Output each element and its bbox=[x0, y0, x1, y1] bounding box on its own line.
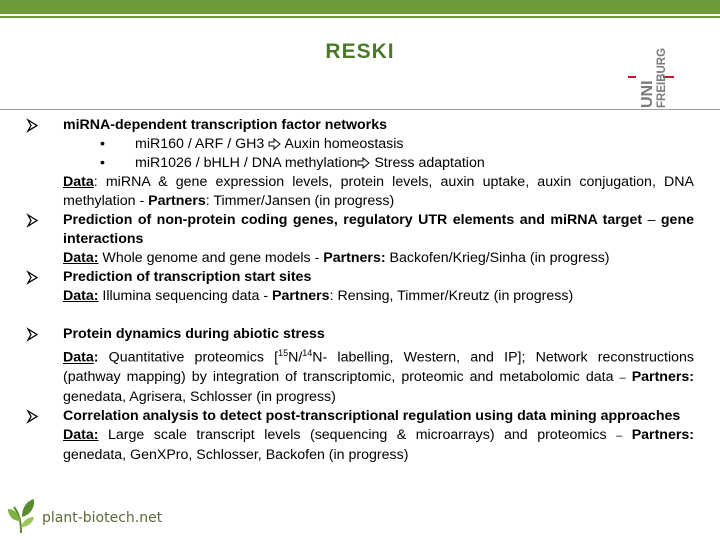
arrow-bullet-icon bbox=[26, 268, 40, 287]
partners-label: Partners bbox=[148, 193, 206, 209]
arrow-bullet-icon bbox=[26, 211, 40, 230]
list-item bbox=[0, 407, 720, 426]
sub-item: • miR1026 / bHLH / DNA methylation Stress adaptation bbox=[100, 155, 485, 171]
sub-item: • miR160 / ARF / GH3 Auxin homeostasis bbox=[100, 136, 404, 152]
item-heading: Protein dynamics during abiotic stress bbox=[63, 326, 325, 342]
partners-label: Partners: bbox=[631, 426, 694, 443]
logo-line1: UNI bbox=[639, 80, 656, 108]
top-line bbox=[0, 16, 720, 18]
item-heading: miRNA-dependent transcription factor networks bbox=[63, 117, 387, 133]
data-line: Data: Illumina sequencing data - Partners: Rensing, Timmer/Kreutz (in progress) bbox=[63, 288, 574, 304]
data-label: Data: bbox=[63, 426, 99, 443]
data-line: Data: miRNA & gene expression levels, protein levels, auxin uptake, auxin conjugation, DNA methylation - Partners: Timmer/Jansen (in progress) bbox=[63, 174, 694, 209]
partners-label: Partners: bbox=[323, 250, 386, 266]
logo-line2: FREIBURG bbox=[656, 47, 668, 108]
partners-label: Partners: bbox=[631, 368, 694, 385]
data-label: Data: bbox=[63, 288, 99, 304]
footer-site-name: plant-biotech.net bbox=[42, 510, 163, 526]
list-item bbox=[0, 116, 720, 135]
header-divider bbox=[0, 109, 720, 110]
partners-label: Partners bbox=[272, 288, 330, 304]
page-title: RESKI bbox=[325, 40, 395, 63]
spacer bbox=[0, 306, 720, 325]
list-item bbox=[0, 268, 720, 287]
data-line: Data: Quantitative proteomics [$^{15}$N/$^{14}$N- labelling, Western, and IP]; Network reconstructions (pathway mapping) by integration of transcriptomic, proteomic and metabolomic data – Partners: genedata, Agrisera, Schlosser (in progress) bbox=[63, 348, 694, 405]
sub-bullet: • bbox=[100, 136, 105, 152]
data-label: Data bbox=[63, 174, 94, 190]
top-bar bbox=[0, 0, 720, 14]
hollow-arrow-icon bbox=[357, 157, 370, 169]
sub-bullet: • bbox=[100, 155, 105, 171]
data-line: Data: Large scale transcript levels (sequencing & microarrays) and proteomics – Partners: genedata, GenXPro, Schlosser, Backofen (in progress) bbox=[63, 426, 694, 463]
arrow-bullet-icon bbox=[26, 407, 40, 426]
data-label: Data: bbox=[63, 250, 99, 266]
item-heading: Prediction of non-protein coding genes, regulatory UTR elements and miRNA target – gene interactions bbox=[63, 212, 694, 247]
plant-leaf-icon bbox=[6, 497, 36, 535]
uni-freiburg-logo bbox=[628, 30, 674, 112]
item-heading: Prediction of transcription start sites bbox=[63, 269, 312, 285]
data-label: Data bbox=[63, 349, 94, 366]
list-item bbox=[0, 325, 720, 344]
item-heading: Correlation analysis to detect post-transcriptional regulation using data mining approaches bbox=[63, 407, 681, 424]
arrow-bullet-icon bbox=[26, 325, 40, 344]
hollow-arrow-icon bbox=[268, 138, 281, 150]
slide-content bbox=[0, 116, 720, 465]
data-line: Data: Whole genome and gene models - Partners: Backofen/Krieg/Sinha (in progress) bbox=[63, 250, 610, 266]
list-item bbox=[0, 211, 720, 249]
arrow-bullet-icon bbox=[26, 116, 40, 135]
